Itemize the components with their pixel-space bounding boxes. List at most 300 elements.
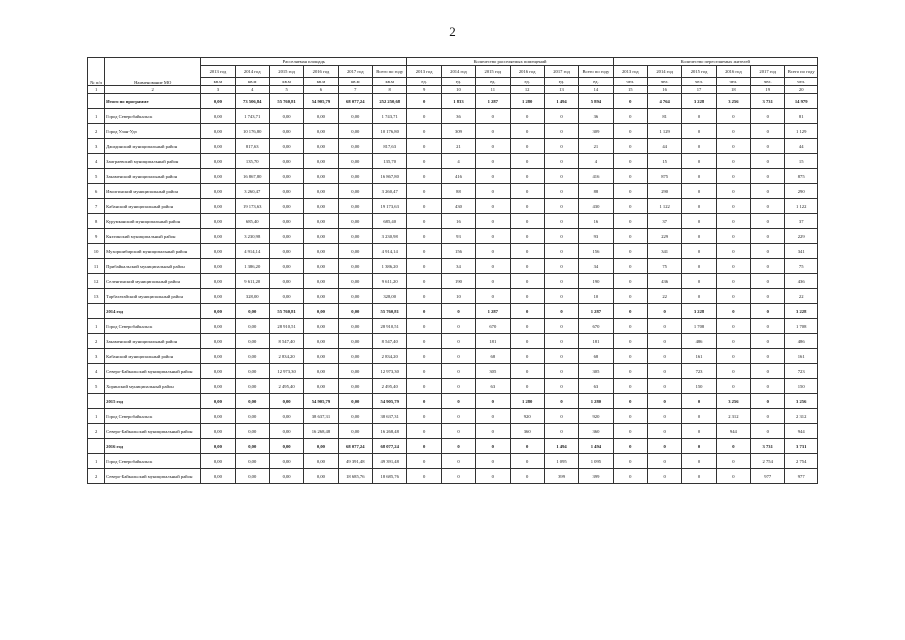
row-value: 0	[751, 289, 785, 304]
row-value: 68 077,24	[338, 94, 372, 109]
row-value: 0	[716, 259, 750, 274]
header-year: 2014 год	[441, 66, 475, 78]
row-value: 0	[682, 454, 716, 469]
table-body	[88, 94, 818, 484]
row-value: 0	[716, 109, 750, 124]
row-value: 305	[476, 364, 510, 379]
row-value: 0,00	[269, 394, 303, 409]
row-number: 2	[88, 469, 105, 484]
row-value: 0	[716, 154, 750, 169]
row-value: 0	[476, 469, 510, 484]
row-number: 3	[88, 349, 105, 364]
row-value: 0,00	[269, 199, 303, 214]
row-value: 0	[544, 334, 578, 349]
row-value: 0	[407, 124, 441, 139]
row-value: 0	[647, 319, 681, 334]
municipality-name: Закаменский муниципальный район	[105, 334, 201, 349]
header-year: 2015 год	[269, 66, 303, 78]
row-value: 0	[407, 139, 441, 154]
row-value: 0	[716, 454, 750, 469]
row-value: 49 391,48	[372, 454, 406, 469]
row-value: 0	[510, 319, 544, 334]
row-value: 0,00	[269, 439, 303, 454]
row-value: 0,00	[338, 334, 372, 349]
row-value: 0	[407, 334, 441, 349]
row-value: 0	[510, 379, 544, 394]
row-value: 12 973,30	[372, 364, 406, 379]
row-value: 0	[544, 319, 578, 334]
row-number	[88, 304, 105, 319]
row-value: 0	[441, 334, 475, 349]
row-value: 486	[785, 334, 818, 349]
row-value: 0	[751, 184, 785, 199]
row-value: 0,00	[338, 214, 372, 229]
row-value: 0	[682, 274, 716, 289]
row-value: 0	[544, 424, 578, 439]
row-value: 38 637,31	[304, 409, 338, 424]
row-value: 3 256	[716, 394, 750, 409]
resettlement-table	[87, 57, 818, 484]
row-value: 0,00	[201, 154, 235, 169]
header-unit: ед.	[579, 78, 613, 86]
row-value: 399	[579, 469, 613, 484]
row-number: 6	[88, 184, 105, 199]
header-year: Всего по году	[785, 66, 818, 78]
row-value: 0	[407, 349, 441, 364]
row-value: 0	[613, 289, 647, 304]
header-column-number: 14	[579, 86, 613, 94]
row-value: 3 228	[682, 94, 716, 109]
row-value: 1 833	[441, 94, 475, 109]
row-value: 1 287	[476, 94, 510, 109]
municipality-name: Селенгинский муниципальный район	[105, 274, 201, 289]
row-value: 0	[751, 229, 785, 244]
header-year: 2014 год	[235, 66, 269, 78]
row-value: 0,00	[201, 334, 235, 349]
header-unit: кв.м	[269, 78, 303, 86]
row-number: 10	[88, 244, 105, 259]
row-value: 19 173,63	[372, 199, 406, 214]
row-value: 0,00	[269, 184, 303, 199]
row-value: 0	[751, 379, 785, 394]
row-value: 0	[751, 349, 785, 364]
row-value: 1 708	[682, 319, 716, 334]
row-value: 0	[682, 244, 716, 259]
row-value: 0	[441, 439, 475, 454]
row-value: 0,00	[304, 244, 338, 259]
row-value: 68	[579, 349, 613, 364]
row-value: 0	[476, 244, 510, 259]
row-number: 4	[88, 154, 105, 169]
row-value: 0,00	[269, 154, 303, 169]
municipality-name: Кяхтинский муниципальный район	[105, 229, 201, 244]
row-number: 1	[88, 319, 105, 334]
row-value: 37	[647, 214, 681, 229]
row-value: 0	[751, 319, 785, 334]
row-value: 341	[785, 244, 818, 259]
row-value: 0,00	[338, 154, 372, 169]
row-value: 0	[544, 169, 578, 184]
row-value: 0	[441, 379, 475, 394]
row-value: 0	[613, 154, 647, 169]
row-number: 1	[88, 454, 105, 469]
row-value: 73 506,84	[235, 94, 269, 109]
header-unit: кв.м	[372, 78, 406, 86]
row-value: 0	[682, 469, 716, 484]
row-value: 817,63	[372, 139, 406, 154]
row-value: 4 914,14	[235, 244, 269, 259]
row-value: 0	[544, 259, 578, 274]
row-value: 360	[510, 424, 544, 439]
row-value: 0	[407, 229, 441, 244]
row-value: 0	[476, 409, 510, 424]
row-value: 4	[579, 154, 613, 169]
row-value: 181	[476, 334, 510, 349]
row-value: 1 129	[785, 124, 818, 139]
header-year: 2017 год	[544, 66, 578, 78]
row-value: 0,00	[201, 454, 235, 469]
row-value: 0	[647, 334, 681, 349]
header-column-number: 6	[304, 86, 338, 94]
row-value: 0,00	[269, 409, 303, 424]
table-row	[88, 229, 818, 244]
row-value: 2 834,20	[269, 349, 303, 364]
header-unit: ед.	[510, 78, 544, 86]
header-year: Всего по году	[372, 66, 406, 78]
header-column-number: 7	[338, 86, 372, 94]
row-value: 34	[579, 259, 613, 274]
row-value: 0	[716, 334, 750, 349]
row-value: 0,00	[269, 139, 303, 154]
row-value: 309	[441, 124, 475, 139]
header-column-number: 15	[613, 86, 647, 94]
row-value: 0,00	[304, 199, 338, 214]
row-value: 0	[613, 259, 647, 274]
row-number: 13	[88, 289, 105, 304]
municipality-name: Итого по программе	[105, 94, 201, 109]
row-value: 0	[510, 184, 544, 199]
row-value: 0,00	[235, 319, 269, 334]
row-value: 0,00	[201, 244, 235, 259]
row-value: 0	[476, 169, 510, 184]
row-value: 0,00	[338, 349, 372, 364]
header-unit: ед.	[544, 78, 578, 86]
row-value: 0	[476, 454, 510, 469]
row-value: 0,00	[269, 124, 303, 139]
row-value: 685,40	[235, 214, 269, 229]
row-value: 63	[579, 379, 613, 394]
row-value: 36	[579, 109, 613, 124]
row-value: 0	[751, 154, 785, 169]
row-value: 0	[613, 274, 647, 289]
row-value: 44	[647, 139, 681, 154]
row-value: 0,00	[304, 454, 338, 469]
header-column-number: 5	[269, 86, 303, 94]
row-value: 0,00	[304, 154, 338, 169]
row-value: 0	[613, 214, 647, 229]
table-row	[88, 409, 818, 424]
row-value: 0	[613, 379, 647, 394]
row-value: 252 250,68	[372, 94, 406, 109]
row-value: 0,00	[201, 424, 235, 439]
row-value: 944	[716, 424, 750, 439]
row-value: 0,00	[201, 184, 235, 199]
row-value: 416	[441, 169, 475, 184]
header-column-number: 2	[105, 86, 201, 94]
row-value: 920	[579, 409, 613, 424]
header-year: 2016 год	[510, 66, 544, 78]
row-value: 0	[716, 199, 750, 214]
row-value: 328,00	[235, 289, 269, 304]
row-value: 0,00	[338, 394, 372, 409]
row-value: 0,00	[201, 319, 235, 334]
row-value: 0,00	[269, 229, 303, 244]
row-value: 3 731	[785, 439, 818, 454]
row-value: 190	[579, 274, 613, 289]
row-value: 54 905,79	[304, 394, 338, 409]
row-value: 68 077,24	[372, 439, 406, 454]
row-value: 0	[407, 94, 441, 109]
municipality-name: Северо-Байкальский муниципальный район	[105, 424, 201, 439]
row-value: 0	[510, 169, 544, 184]
row-value: 0	[751, 424, 785, 439]
row-value: 0	[682, 424, 716, 439]
total-row	[88, 439, 818, 454]
municipality-name: Мухоршибирский муниципальный район	[105, 244, 201, 259]
row-value: 0	[476, 289, 510, 304]
row-value: 37	[785, 214, 818, 229]
row-value: 0,00	[304, 364, 338, 379]
row-value: 1 095	[544, 454, 578, 469]
row-value: 0	[510, 304, 544, 319]
row-value: 1 494	[579, 439, 613, 454]
row-value: 0,00	[304, 349, 338, 364]
header-unit: чел.	[785, 78, 818, 86]
row-value: 309	[579, 124, 613, 139]
row-value: 0	[544, 139, 578, 154]
row-number: 12	[88, 274, 105, 289]
row-value: 0,00	[338, 424, 372, 439]
row-value: 0,00	[201, 139, 235, 154]
row-value: 0	[544, 214, 578, 229]
row-value: 0,00	[304, 184, 338, 199]
row-value: 0	[544, 289, 578, 304]
row-value: 28 910,51	[372, 319, 406, 334]
row-value: 2 754	[751, 454, 785, 469]
row-value: 0	[613, 124, 647, 139]
row-value: 0	[682, 139, 716, 154]
row-value: 135,70	[372, 154, 406, 169]
row-value: 0	[441, 319, 475, 334]
row-value: 10	[579, 289, 613, 304]
row-value: 0,00	[269, 259, 303, 274]
header-column-number: 17	[682, 86, 716, 94]
row-value: 0,00	[338, 364, 372, 379]
row-value: 0	[510, 214, 544, 229]
row-value: 0	[682, 109, 716, 124]
row-value: 0	[407, 394, 441, 409]
row-value: 0	[751, 334, 785, 349]
row-value: 5 894	[579, 94, 613, 109]
row-value: 0,00	[235, 334, 269, 349]
row-value: 0	[407, 184, 441, 199]
row-value: 0	[510, 199, 544, 214]
row-value: 0,00	[201, 229, 235, 244]
row-number	[88, 439, 105, 454]
row-number: 1	[88, 109, 105, 124]
row-value: 0,00	[235, 439, 269, 454]
row-value: 0,00	[201, 289, 235, 304]
row-value: 0	[510, 289, 544, 304]
header-name: Наименование МО	[105, 58, 201, 86]
header-unit: кв.м	[304, 78, 338, 86]
row-value: 0,00	[235, 304, 269, 319]
row-value: 3 731	[751, 94, 785, 109]
row-value: 0	[407, 409, 441, 424]
row-value: 0,00	[304, 139, 338, 154]
row-value: 875	[785, 169, 818, 184]
row-value: 34	[441, 259, 475, 274]
row-value: 0,00	[201, 214, 235, 229]
row-number: 8	[88, 214, 105, 229]
row-value: 0	[407, 304, 441, 319]
row-value: 0	[751, 199, 785, 214]
row-value: 229	[785, 229, 818, 244]
table-row	[88, 154, 818, 169]
row-value: 0	[751, 139, 785, 154]
row-value: 0	[647, 469, 681, 484]
row-value: 16 268,48	[304, 424, 338, 439]
row-value: 0,00	[201, 124, 235, 139]
row-value: 0	[613, 454, 647, 469]
row-value: 0	[682, 289, 716, 304]
municipality-name: Тарбагатайский муниципальный район	[105, 289, 201, 304]
row-value: 0,00	[304, 319, 338, 334]
row-value: 0	[613, 364, 647, 379]
header-column-number: 16	[647, 86, 681, 94]
row-value: 0	[613, 469, 647, 484]
row-value: 181	[579, 334, 613, 349]
row-value: 75	[647, 259, 681, 274]
row-value: 0,00	[304, 109, 338, 124]
row-value: 0,00	[304, 124, 338, 139]
row-value: 1 386,20	[235, 259, 269, 274]
row-value: 1 287	[476, 304, 510, 319]
row-value: 0	[647, 304, 681, 319]
row-value: 0	[647, 454, 681, 469]
row-value: 0	[407, 379, 441, 394]
municipality-name: Город Улан-Удэ	[105, 124, 201, 139]
row-value: 3 230,98	[235, 229, 269, 244]
row-value: 0	[510, 109, 544, 124]
row-value: 0	[544, 304, 578, 319]
row-value: 0	[751, 169, 785, 184]
row-number: 7	[88, 199, 105, 214]
row-value: 0	[647, 364, 681, 379]
row-value: 0,00	[235, 469, 269, 484]
row-value: 0	[544, 274, 578, 289]
header-column-numbers-row	[88, 86, 818, 94]
row-value: 0,00	[201, 94, 235, 109]
row-value: 0	[716, 379, 750, 394]
row-value: 2 312	[716, 409, 750, 424]
row-value: 10	[441, 289, 475, 304]
row-value: 0	[476, 154, 510, 169]
row-value: 161	[682, 349, 716, 364]
row-value: 0	[647, 394, 681, 409]
row-value: 10 176,80	[372, 124, 406, 139]
row-value: 0	[647, 379, 681, 394]
row-value: 0	[510, 229, 544, 244]
row-value: 0	[716, 184, 750, 199]
row-value: 977	[751, 469, 785, 484]
row-value: 290	[647, 184, 681, 199]
header-column-number: 20	[785, 86, 818, 94]
row-number: 1	[88, 409, 105, 424]
row-value: 0	[682, 124, 716, 139]
row-value: 0	[544, 394, 578, 409]
row-value: 68	[476, 349, 510, 364]
row-value: 0,00	[201, 469, 235, 484]
row-value: 0	[544, 364, 578, 379]
row-value: 0	[544, 244, 578, 259]
header-groups-row	[88, 58, 818, 66]
row-value: 16	[579, 214, 613, 229]
header-column-number: 11	[476, 86, 510, 94]
table-row	[88, 334, 818, 349]
row-value: 63	[476, 379, 510, 394]
table-row	[88, 244, 818, 259]
row-value: 0,00	[304, 289, 338, 304]
row-value: 10 176,80	[235, 124, 269, 139]
row-value: 2 495,40	[269, 379, 303, 394]
row-value: 0,00	[235, 349, 269, 364]
row-value: 49 391,48	[338, 454, 372, 469]
row-value: 430	[579, 199, 613, 214]
row-value: 18 685,76	[338, 469, 372, 484]
row-value: 817,63	[235, 139, 269, 154]
row-value: 0,00	[235, 364, 269, 379]
header-year: Всего по году	[579, 66, 613, 78]
row-value: 328,00	[372, 289, 406, 304]
row-value: 0	[751, 394, 785, 409]
table-row	[88, 379, 818, 394]
header-year: 2013 год	[201, 66, 235, 78]
row-value: 0	[751, 409, 785, 424]
row-value: 0,00	[338, 409, 372, 424]
row-value: 0	[716, 139, 750, 154]
row-value: 0,00	[338, 184, 372, 199]
row-value: 0	[613, 184, 647, 199]
row-value: 0	[476, 394, 510, 409]
header-year: 2014 год	[647, 66, 681, 78]
row-value: 0	[510, 259, 544, 274]
municipality-name: Курумканский муниципальный район	[105, 214, 201, 229]
row-value: 0	[613, 424, 647, 439]
row-value: 0	[544, 409, 578, 424]
table-row	[88, 319, 818, 334]
row-value: 0	[613, 94, 647, 109]
row-value: 0	[476, 139, 510, 154]
row-value: 3 256	[785, 394, 818, 409]
row-value: 3 260,47	[372, 184, 406, 199]
row-value: 229	[647, 229, 681, 244]
municipality-name: Город Северобайкальск	[105, 409, 201, 424]
table-row	[88, 214, 818, 229]
row-number: 5	[88, 169, 105, 184]
row-value: 88	[579, 184, 613, 199]
row-value: 0	[613, 409, 647, 424]
